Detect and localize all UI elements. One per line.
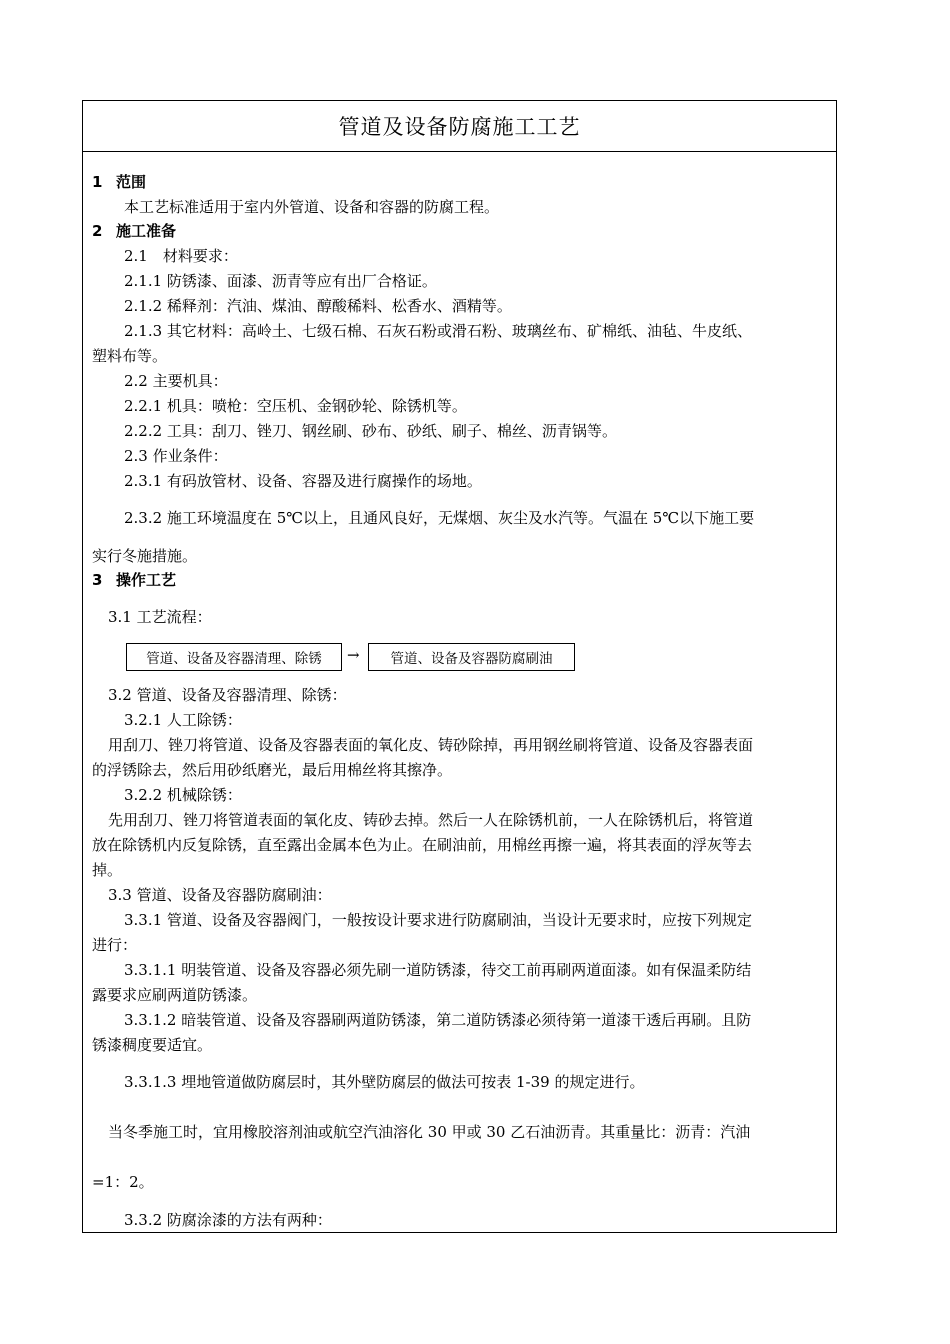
section-2-2-2: 2.2.2 工具：刮刀、锉刀、钢丝刷、砂布、砂纸、刷子、棉丝、沥青锅等。	[124, 422, 617, 440]
section-3-3-1-line1: 3.3.1 管道、设备及容器阀门，一般按设计要求进行防腐刷油，当设计无要求时，应按下列规定	[124, 911, 752, 929]
section-3-2: 3.2 管道、设备及容器清理、除锈：	[108, 686, 347, 704]
section-3-3: 3.3 管道、设备及容器防腐刷油：	[108, 886, 332, 904]
winter-note-line1: 当冬季施工时，宜用橡胶溶剂油或航空汽油溶化 30 甲或 30 乙石油沥青。其重量比：沥青：汽油	[108, 1123, 751, 1141]
section-2-heading: 施工准备	[116, 222, 177, 240]
document-title: 管道及设备防腐施工工艺	[83, 101, 836, 152]
section-3-3-1-2-line2: 锈漆稠度要适宜。	[92, 1036, 213, 1054]
flow-step-cleaning-derusting: 管道、设备及容器清理、除锈	[126, 643, 342, 671]
winter-note-line2: =1：2。	[92, 1173, 154, 1191]
section-2-3-2-line1: 2.3.2 施工环境温度在 5℃以上，且通风良好，无煤烟、灰尘及水汽等。气温在 5℃以下施工要	[124, 509, 755, 527]
section-2-2: 2.2 主要机具：	[124, 372, 228, 390]
section-3-3-1-line2: 进行：	[92, 936, 138, 954]
section-2-1-3-line2: 塑料布等。	[92, 347, 168, 365]
section-1-number: 1	[92, 173, 103, 191]
section-3-3-1-1-line1: 3.3.1.1 明装管道、设备及容器必须先刷一道防锈漆，待交工前再刷两道面漆。如有保温柔防结	[124, 961, 752, 979]
section-3-2-2-text-line2: 放在除锈机内反复除锈，直至露出金属本色为止。在刷油前，用棉丝再擦一遍，将其表面的浮灰等去	[92, 836, 753, 854]
section-3-2-2: 3.2.2 机械除锈：	[124, 786, 242, 804]
section-3-2-1-text-line2: 的浮锈除去，然后用砂纸磨光，最后用棉丝将其擦净。	[92, 761, 453, 779]
flow-arrow-icon: →	[347, 646, 360, 664]
section-3-heading: 操作工艺	[116, 571, 177, 589]
section-3-2-2-text-line3: 掉。	[92, 861, 123, 879]
section-3-3-2: 3.3.2 防腐涂漆的方法有两种：	[124, 1211, 332, 1229]
section-2-1-3-line1: 2.1.3 其它材料：高岭土、七级石棉、石灰石粉或滑石粉、玻璃丝布、矿棉纸、油毡、牛皮纸、	[124, 322, 752, 340]
section-3-3-1-1-line2: 露要求应刷两道防锈漆。	[92, 986, 258, 1004]
section-2-1-2: 2.1.2 稀释剂：汽油、煤油、醇酸稀料、松香水、酒精等。	[124, 297, 512, 315]
section-2-number: 2	[92, 222, 103, 240]
section-2-2-1: 2.2.1 机具：喷枪：空压机、金钢砂轮、除锈机等。	[124, 397, 467, 415]
flow-step-anticorrosion-painting: 管道、设备及容器防腐刷油	[368, 643, 575, 671]
section-2-3-2-line2: 实行冬施措施。	[92, 547, 198, 565]
section-2-1-1: 2.1.1 防锈漆、面漆、沥青等应有出厂合格证。	[124, 272, 437, 290]
section-2-1: 2.1 材料要求：	[124, 247, 238, 265]
section-3-2-2-text-line1: 先用刮刀、锉刀将管道表面的氧化皮、铸砂去掉。然后一人在除锈机前，一人在除锈机后，将管道	[108, 811, 754, 829]
section-3-number: 3	[92, 571, 103, 589]
section-2-3-1: 2.3.1 有码放管材、设备、容器及进行腐操作的场地。	[124, 472, 482, 490]
section-3-3-1-2-line1: 3.3.1.2 暗装管道、设备及容器刷两道防锈漆，第二道防锈漆必须待第一道漆干透后再刷。且防	[124, 1011, 752, 1029]
section-3-2-1: 3.2.1 人工除锈：	[124, 711, 242, 729]
section-2-3: 2.3 作业条件：	[124, 447, 228, 465]
section-1-heading: 范围	[116, 173, 147, 191]
section-3-1: 3.1 工艺流程：	[108, 608, 212, 626]
section-1-text: 本工艺标准适用于室内外管道、设备和容器的防腐工程。	[124, 198, 500, 216]
section-3-3-1-3: 3.3.1.3 埋地管道做防腐层时，其外壁防腐层的做法可按表 1-39 的规定进行。	[124, 1073, 645, 1091]
section-3-2-1-text-line1: 用刮刀、锉刀将管道、设备及容器表面的氧化皮、铸砂除掉，再用钢丝刷将管道、设备及容器表面	[108, 736, 754, 754]
